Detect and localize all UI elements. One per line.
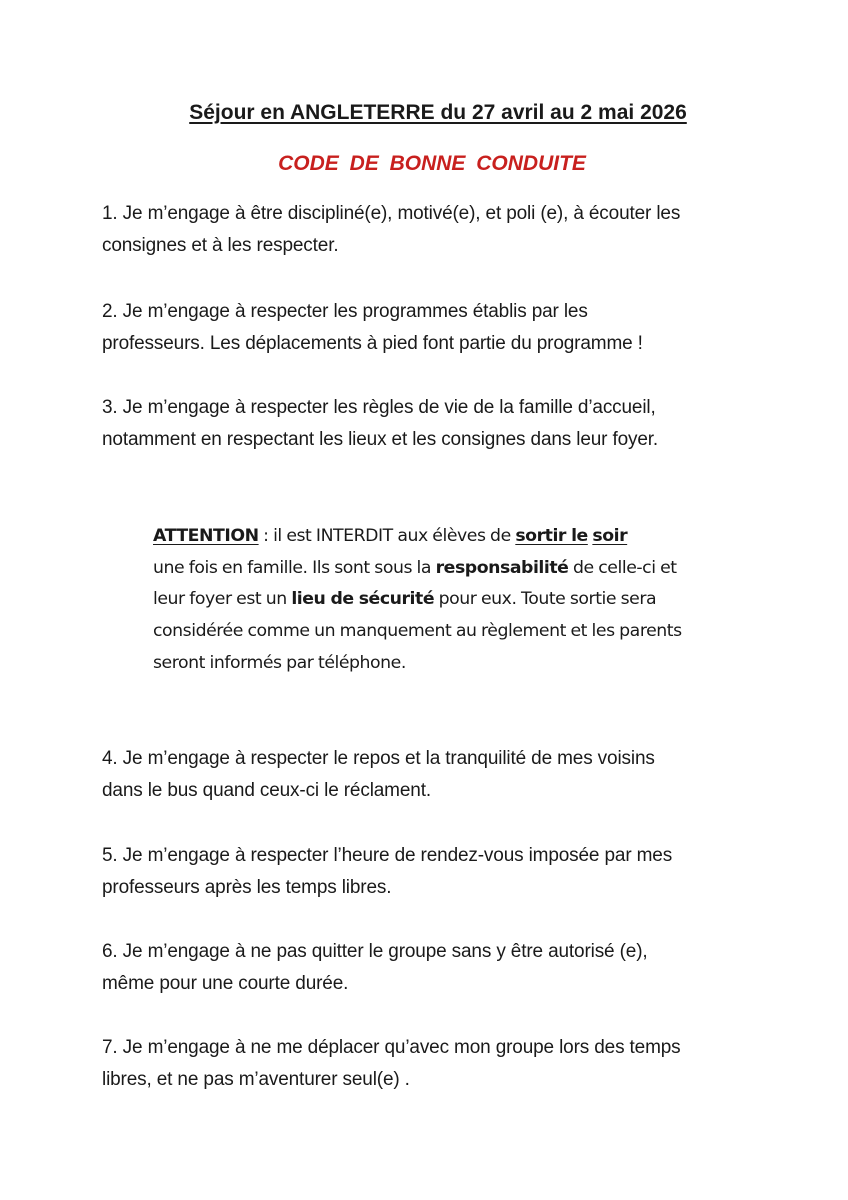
- rule-5: [102, 840, 762, 904]
- rule-3-line-1: 3. Je m’engage à respecter les règles de vie de la famille d’accueil,: [102, 397, 656, 418]
- document-subtitle: CODE DE BONNE CONDUITE: [278, 152, 586, 175]
- rule-7: [102, 1032, 762, 1096]
- rule-6: [102, 936, 762, 1000]
- rule-7-line-2: libres, et ne pas m’aventurer seul(e) .: [102, 1069, 410, 1090]
- rule-2-line-1: 2. Je m’engage à respecter les programmes établis par les: [102, 301, 588, 322]
- attention-text-2: une fois en famille. Ils sont sous la: [153, 557, 436, 578]
- attention-label: ATTENTION: [153, 526, 259, 546]
- attention-responsabilite: responsabilité: [435, 557, 569, 578]
- rule-1: [102, 198, 762, 262]
- rule-3: [102, 392, 762, 456]
- attention-text-5: pour eux. Toute sortie sera: [434, 589, 657, 610]
- rule-5-line-1: 5. Je m’engage à respecter l’heure de rendez-vous imposée par mes: [102, 845, 673, 866]
- rule-6-line-2: même pour une courte durée.: [102, 973, 349, 994]
- rule-1-line-1: 1. Je m’engage à être discipliné(e), motivé(e), et poli (e), à écouter les: [102, 203, 681, 224]
- attention-sortir: sortir le: [515, 526, 588, 546]
- attention-notice: [153, 521, 753, 680]
- attention-soir: soir: [592, 526, 628, 546]
- rule-2-line-2: professeurs. Les déplacements à pied font partie du programme !: [102, 333, 643, 354]
- rule-1-line-2: consignes et à les respecter.: [102, 235, 339, 256]
- attention-text-1: : il est INTERDIT aux élèves de: [258, 526, 516, 546]
- attention-text-6: considérée comme un manquement au règlement et les parents: [153, 621, 682, 642]
- attention-text-7: seront informés par téléphone.: [153, 652, 406, 673]
- rule-2: [102, 296, 762, 360]
- rule-3-line-2: notamment en respectant les lieux et les consignes dans leur foyer.: [102, 429, 659, 450]
- rule-5-line-2: professeurs après les temps libres.: [102, 877, 392, 898]
- rule-4-line-1: 4. Je m’engage à respecter le repos et la tranquilité de mes voisins: [102, 748, 655, 769]
- rule-4: [102, 743, 762, 807]
- rule-4-line-2: dans le bus quand ceux-ci le réclament.: [102, 780, 431, 801]
- rule-7-line-1: 7. Je m’engage à ne me déplacer qu’avec mon groupe lors des temps: [102, 1037, 681, 1058]
- attention-lieu-securite: lieu de sécurité: [291, 589, 435, 610]
- rule-6-line-1: 6. Je m’engage à ne pas quitter le groupe sans y être autorisé (e),: [102, 941, 648, 962]
- attention-text-4: leur foyer est un: [153, 589, 292, 610]
- attention-text-3: de celle-ci et: [568, 557, 677, 578]
- document-title: Séjour en ANGLETERRE du 27 avril au 2 mai 2026: [189, 101, 687, 124]
